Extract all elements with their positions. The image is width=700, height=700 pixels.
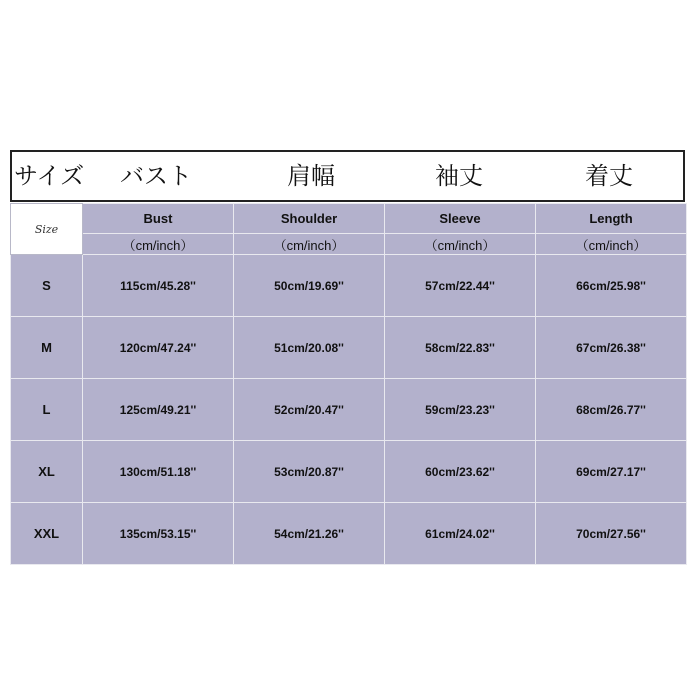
- size-label: M: [11, 317, 83, 379]
- table-row: [11, 379, 687, 441]
- table-row: [11, 441, 687, 503]
- sleeve-value: 61cm/24.02'': [385, 503, 536, 565]
- shoulder-value: 51cm/20.08'': [234, 317, 385, 379]
- sleeve-value: 57cm/22.44'': [385, 255, 536, 317]
- size-label: XL: [11, 441, 83, 503]
- length-value: 66cm/25.98'': [536, 255, 687, 317]
- bust-value: 120cm/47.24'': [83, 317, 234, 379]
- japanese-header-bar: [10, 150, 685, 202]
- sleeve-value: 60cm/23.62'': [385, 441, 536, 503]
- sleeve-value: 59cm/23.23'': [385, 379, 536, 441]
- bust-value: 130cm/51.18'': [83, 441, 234, 503]
- unit-label-shoulder: （cm/inch）: [234, 234, 385, 255]
- jp-header-sleeve: 袖丈: [435, 162, 483, 190]
- size-label: L: [11, 379, 83, 441]
- table-row: [11, 503, 687, 565]
- column-header-length: Length: [536, 204, 687, 234]
- length-value: 69cm/27.17'': [536, 441, 687, 503]
- size-chart-table: [10, 203, 687, 565]
- shoulder-value: 50cm/19.69'': [234, 255, 385, 317]
- length-value: 68cm/26.77'': [536, 379, 687, 441]
- jp-header-bust: バスト: [120, 162, 192, 190]
- unit-label-bust: （cm/inch）: [83, 234, 234, 255]
- bust-value: 125cm/49.21'': [83, 379, 234, 441]
- column-header-bust: Bust: [83, 204, 234, 234]
- unit-row: [11, 234, 687, 255]
- column-header-row: [11, 204, 687, 234]
- bust-value: 115cm/45.28'': [83, 255, 234, 317]
- jp-header-length: 着丈: [585, 162, 633, 190]
- shoulder-value: 54cm/21.26'': [234, 503, 385, 565]
- column-header-sleeve: Sleeve: [385, 204, 536, 234]
- size-label: XXL: [11, 503, 83, 565]
- shoulder-value: 53cm/20.87'': [234, 441, 385, 503]
- length-value: 67cm/26.38'': [536, 317, 687, 379]
- shoulder-value: 52cm/20.47'': [234, 379, 385, 441]
- unit-label-sleeve: （cm/inch）: [385, 234, 536, 255]
- sleeve-value: 58cm/22.83'': [385, 317, 536, 379]
- table-row: [11, 317, 687, 379]
- jp-header-size: サイズ: [14, 162, 85, 190]
- size-corner-label: Size: [11, 204, 83, 255]
- table-row: [11, 255, 687, 317]
- unit-label-length: （cm/inch）: [536, 234, 687, 255]
- length-value: 70cm/27.56'': [536, 503, 687, 565]
- size-label: S: [11, 255, 83, 317]
- column-header-shoulder: Shoulder: [234, 204, 385, 234]
- jp-header-shoulder: 肩幅: [287, 162, 335, 190]
- bust-value: 135cm/53.15'': [83, 503, 234, 565]
